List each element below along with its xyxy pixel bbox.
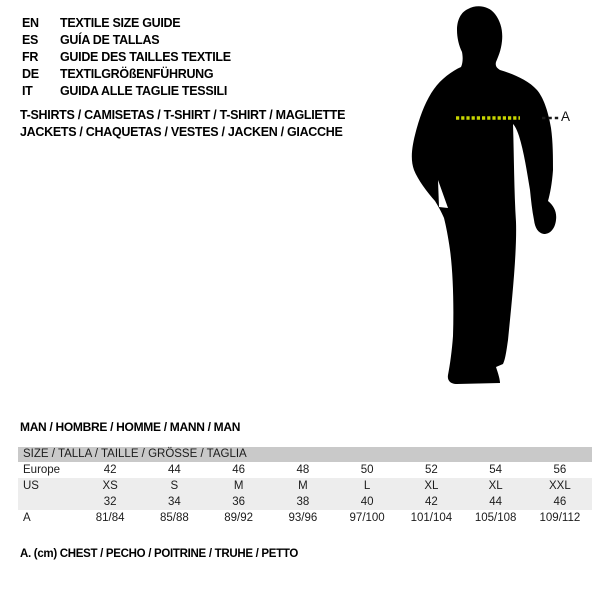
table-cell: 46 xyxy=(553,496,567,508)
table-cell: 50 xyxy=(360,464,374,476)
table-cell: 85/88 xyxy=(159,512,189,524)
table-cell: 44 xyxy=(167,464,181,476)
table-cell: 105/108 xyxy=(474,512,517,524)
language-title: TEXTILE SIZE GUIDE xyxy=(60,15,181,30)
table-cell: L xyxy=(363,480,371,492)
table-cell: S xyxy=(170,480,179,492)
row-label: US xyxy=(23,480,39,492)
table-cell: XL xyxy=(488,480,503,492)
language-code: IT xyxy=(22,83,33,98)
table-row-chest xyxy=(18,510,592,526)
table-cell: M xyxy=(298,480,308,492)
language-code: ES xyxy=(22,32,39,47)
table-cell: 81/84 xyxy=(95,512,125,524)
table-cell: 36 xyxy=(232,496,246,508)
language-title: GUÍA DE TALLAS xyxy=(60,32,160,47)
section-title-man: MAN / HOMBRE / HOMME / MANN / MAN xyxy=(20,420,241,434)
table-cell: 97/100 xyxy=(349,512,385,524)
table-cell: 56 xyxy=(553,464,567,476)
language-code: FR xyxy=(22,49,39,64)
size-table-header: SIZE / TALLA / TAILLE / GRÖSSE / TAGLIA xyxy=(18,447,592,462)
table-row-us xyxy=(18,478,592,494)
language-title: GUIDA ALLE TAGLIE TESSILI xyxy=(60,83,228,98)
size-table xyxy=(18,447,592,526)
table-cell: 46 xyxy=(232,464,246,476)
table-cell: XXL xyxy=(549,480,571,492)
table-cell: 44 xyxy=(489,496,503,508)
table-cell: 42 xyxy=(103,464,117,476)
language-title: GUIDE DES TAILLES TEXTILE xyxy=(60,49,231,64)
table-cell: XS xyxy=(102,480,118,492)
row-label: Europe xyxy=(23,464,61,476)
language-title: TEXTILGRÖßENFÜHRUNG xyxy=(60,66,214,81)
table-cell: 89/92 xyxy=(224,512,254,524)
table-cell: 32 xyxy=(103,496,117,508)
table-cell: 52 xyxy=(424,464,438,476)
table-cell: 34 xyxy=(167,496,181,508)
table-row-us-numeric xyxy=(18,494,592,510)
language-code: DE xyxy=(22,66,39,81)
table-cell: 109/112 xyxy=(539,512,581,524)
table-cell: 40 xyxy=(360,496,374,508)
table-row-europe xyxy=(18,462,592,478)
table-cell: 93/96 xyxy=(288,512,318,524)
category-jackets: JACKETS / CHAQUETAS / VESTES / JACKEN / GIACCHE xyxy=(20,125,343,139)
table-cell: 42 xyxy=(424,496,438,508)
table-cell: XL xyxy=(424,480,439,492)
measure-label-a: A xyxy=(561,109,571,124)
table-cell: M xyxy=(233,480,244,492)
man-silhouette-body xyxy=(412,6,556,384)
row-label: A xyxy=(23,512,31,524)
table-cell: 48 xyxy=(296,464,310,476)
table-cell: 54 xyxy=(489,464,503,476)
footnote-chest: A. (cm) CHEST / PECHO / POITRINE / TRUHE / PETTO xyxy=(20,548,299,560)
table-cell: 101/104 xyxy=(410,512,453,524)
language-code: EN xyxy=(22,15,39,30)
category-tshirts: T-SHIRTS / CAMISETAS / T-SHIRT / T-SHIRT / MAGLIETTE xyxy=(20,108,346,122)
table-cell: 38 xyxy=(296,496,310,508)
